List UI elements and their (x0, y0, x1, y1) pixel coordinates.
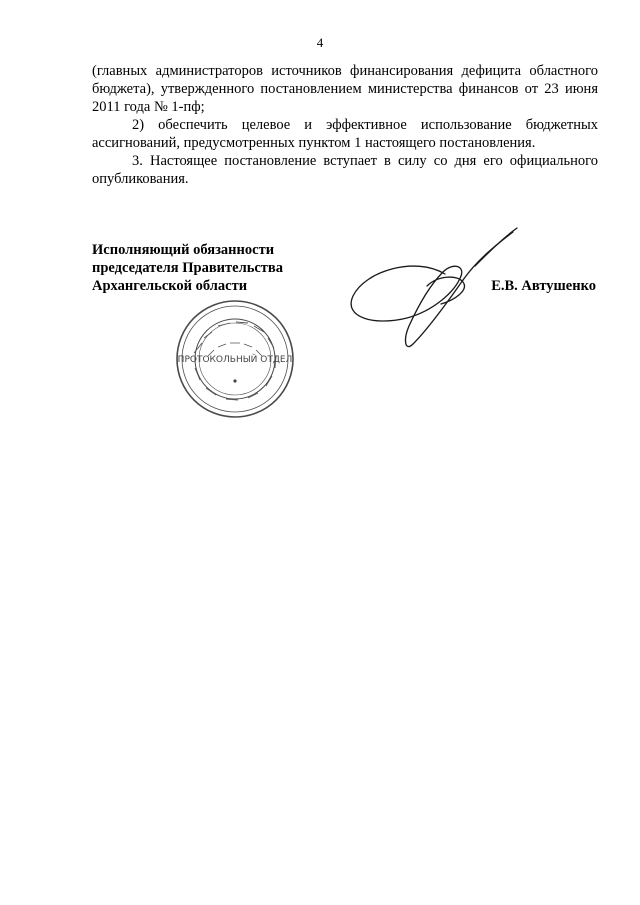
round-seal-stamp (174, 298, 296, 420)
signatory-name: Е.В. Автушенко (491, 278, 596, 294)
paragraph-item-2: 2) обеспечить целевое и эффективное использование бюджетных ассигнований, предусмотренных пунктом 1 настоящего постановления. (92, 117, 598, 151)
signatory-position (92, 241, 283, 295)
signatory-position-line: председателя Правительства (92, 260, 284, 276)
handwritten-signature (345, 226, 525, 356)
stamp-center-text: ПРОТОКОЛЬНЫЙ ОТДЕЛ (177, 355, 293, 365)
page-number: 4 (316, 35, 324, 50)
paragraph-continuation: (главных администраторов источников финансирования дефицита областного бюджета), утвержденного постановлением министерства финансов от 23 июня 2011 года № 1-пф; (92, 63, 598, 115)
signatory-position-line: Архангельской области (92, 278, 248, 294)
document-body (92, 62, 598, 188)
paragraph-item-3: 3. Настоящее постановление вступает в силу со дня его официального опубликования. (92, 153, 598, 187)
signatory-position-line: Исполняющий обязанности (92, 242, 275, 258)
